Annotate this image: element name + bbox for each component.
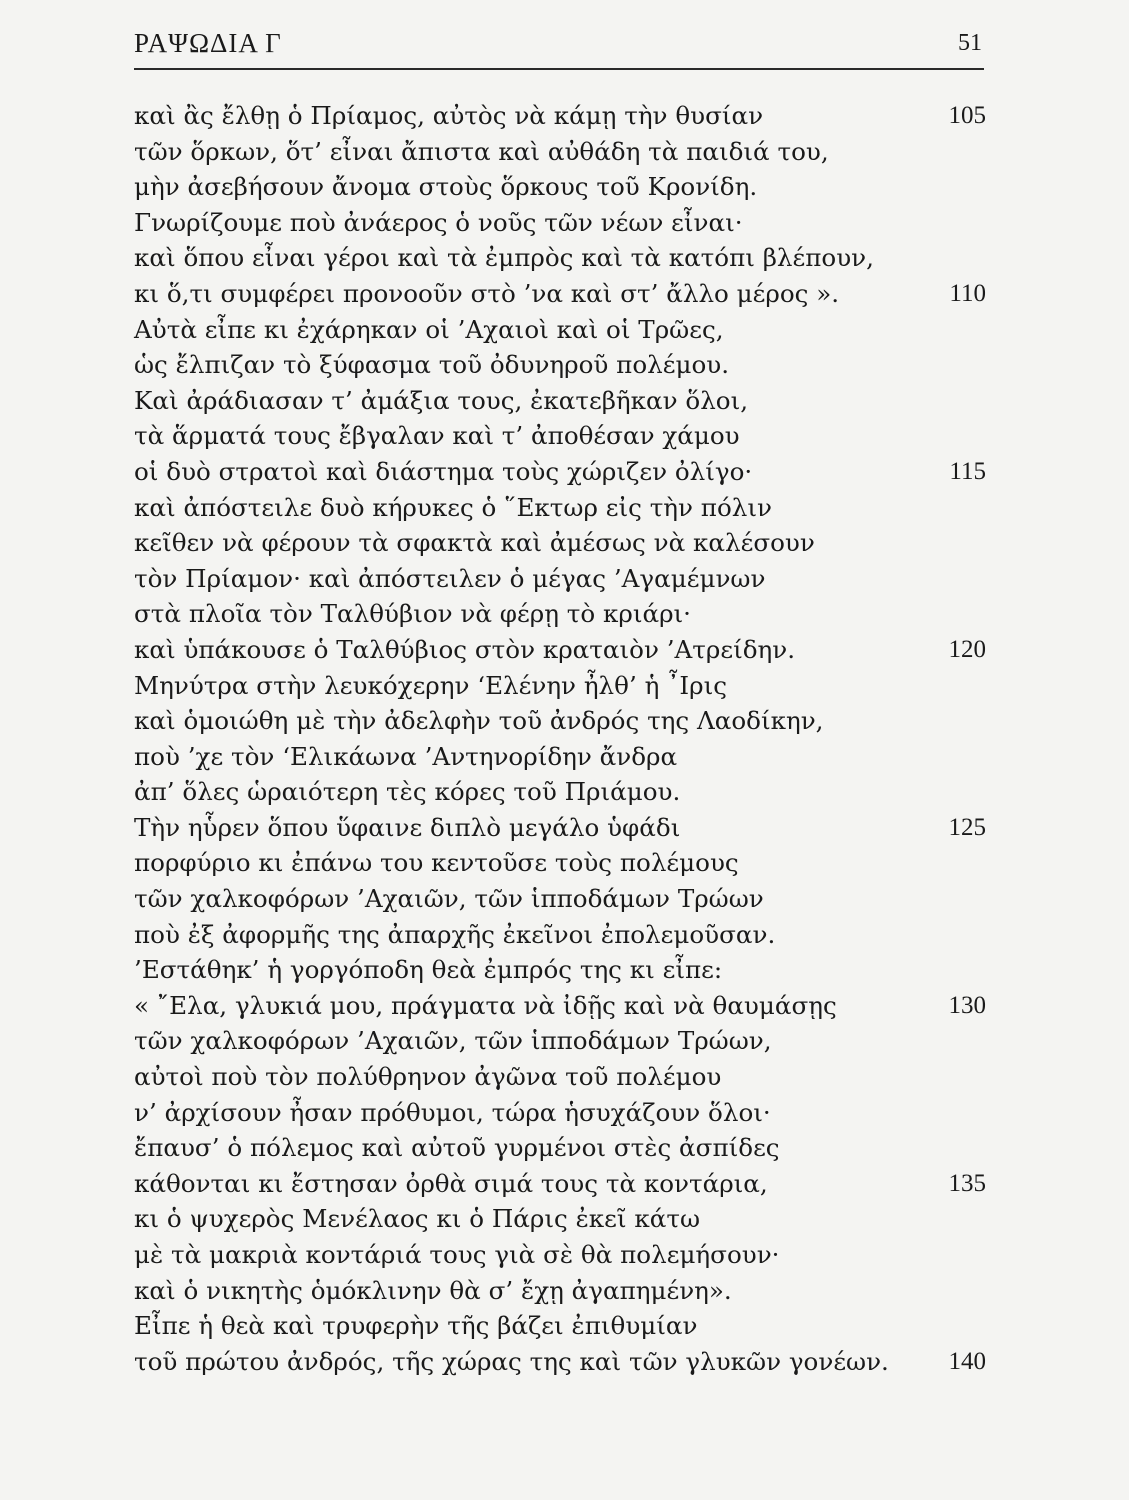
- verse-text: τὸν Πρίαμον· καὶ ἀπόστειλεν ὁ μέγας ’Αγαμέμνων: [134, 563, 766, 593]
- verse-line: [134, 561, 984, 597]
- verse-text: πορφύριο κι ἐπάνω του κεντοῦσε τοὺς πολέμους: [134, 848, 739, 878]
- verse-text: μὴν ἀσεβήσουν ἄνομα στοὺς ὅρκους τοῦ Κρονίδη.: [134, 172, 758, 202]
- verse-text: καὶ ὑπάκουσε ὁ Ταλθύβιος στὸν κραταιὸν ’Ατρείδην.: [134, 634, 796, 664]
- verse-text: τῶν χαλκοφόρων ’Αχαιῶν, τῶν ἱπποδάμων Τρώων: [134, 884, 764, 914]
- verse-line: [134, 774, 984, 810]
- verse-text: κεῖθεν νὰ φέρουν τὰ σφακτὰ καὶ ἀμέσως νὰ καλέσουν: [134, 528, 815, 558]
- line-number: 130: [948, 991, 986, 1019]
- verse-line: [134, 952, 984, 988]
- verse-text: καὶ ὅπου εἶναι γέροι καὶ τὰ ἐμπρὸς καὶ τὰ κατόπι βλέπουν,: [134, 243, 874, 273]
- verse-line: [134, 169, 984, 205]
- verse-line: [134, 1023, 984, 1059]
- verse-line: [134, 347, 984, 383]
- verse-line: [134, 276, 984, 312]
- verse-text: Εἶπε ἡ θεὰ καὶ τρυφερὴν τῆς βάζει ἐπιθυμίαν: [134, 1311, 698, 1341]
- verse-text: τοῦ πρώτου ἀνδρός, τῆς χώρας της καὶ τῶν γλυκῶν γονέων.: [134, 1346, 889, 1376]
- line-number: 115: [949, 457, 986, 485]
- verse-line: [134, 703, 984, 739]
- verse-line: [134, 1095, 984, 1131]
- verse-block: [134, 98, 984, 1379]
- verse-text: ἔπαυσ’ ὁ πόλεμος καὶ αὐτοῦ γυρμένοι στὲς ἀσπίδες: [134, 1133, 780, 1163]
- verse-text: ’Εστάθηκ’ ἡ γοργόποδη θεὰ ἐμπρός της κι εἶπε:: [134, 955, 723, 985]
- verse-line: [134, 1059, 984, 1095]
- verse-line: [134, 1130, 984, 1166]
- verse-text: καὶ ἀπόστειλε δυὸ κήρυκες ὁ ῞Εκτωρ εἰς τὴν πόλιν: [134, 492, 772, 522]
- verse-text: στὰ πλοῖα τὸν Ταλθύβιον νὰ φέρῃ τὸ κριάρι·: [134, 599, 691, 629]
- verse-text: κάθονται κι ἔστησαν ὀρθὰ σιμά τους τὰ κοντάρια,: [134, 1168, 768, 1198]
- verse-text: ἀπ’ ὅλες ὡραιότερη τὲς κόρες τοῦ Πριάμου.: [134, 777, 681, 807]
- verse-text: Μηνύτρα στὴν λευκόχερην ‘Ελένην ἦλθ’ ἡ ῏Ιρις: [134, 670, 728, 700]
- verse-line: [134, 1237, 984, 1273]
- verse-line: [134, 1344, 984, 1380]
- verse-text: καὶ ἂς ἔλθῃ ὁ Πρίαμος, αὐτὸς νὰ κάμῃ τὴν θυσίαν: [134, 101, 764, 130]
- verse-text: τῶν ὅρκων, ὅτ’ εἶναι ἄπιστα καὶ αὐθάδη τὰ παιδιά του,: [134, 136, 829, 166]
- verse-text: αὐτοὶ ποὺ τὸν πολύθρηνον ἀγῶνα τοῦ πολέμου: [134, 1062, 722, 1092]
- verse-line: [134, 383, 984, 419]
- verse-text: κι ὅ,τι συμφέρει προνοοῦν στὸ ’να καὶ στ’ ἄλλο μέρος ».: [134, 278, 840, 308]
- verse-line: [134, 988, 984, 1024]
- verse-line: [134, 98, 984, 134]
- verse-line: [134, 1201, 984, 1237]
- verse-line: [134, 1273, 984, 1309]
- verse-line: [134, 810, 984, 846]
- verse-text: ποὺ ’χε τὸν ‘Ελικάωνα ’Αντηνορίδην ἄνδρα: [134, 741, 678, 771]
- line-number: 125: [948, 813, 986, 841]
- verse-line: [134, 454, 984, 490]
- page-header: [134, 22, 984, 62]
- verse-text: Αὐτὰ εἶπε κι ἐχάρηκαν οἱ ’Αχαιοὶ καὶ οἱ Τρῶες,: [134, 314, 724, 344]
- page-number: 51: [958, 30, 982, 56]
- verse-text: Γνωρίζουμε ποὺ ἀνάερος ὁ νοῦς τῶν νέων εἶναι·: [134, 207, 743, 237]
- line-number: 120: [948, 635, 986, 663]
- verse-line: [134, 134, 984, 170]
- verse-text: Τὴν ηὗρεν ὅπου ὕφαινε διπλὸ μεγάλο ὑφάδι: [134, 812, 681, 842]
- line-number: 140: [948, 1347, 986, 1375]
- verse-line: [134, 490, 984, 526]
- verse-line: [134, 739, 984, 775]
- verse-line: [134, 1166, 984, 1202]
- verse-text: καὶ ὁ νικητὴς ὁμόκλινην θὰ σ’ ἔχῃ ἀγαπημένη».: [134, 1275, 732, 1305]
- verse-text: ν’ ἀρχίσουν ἦσαν πρόθυμοι, τώρα ἡσυχάζουν ὅλοι·: [134, 1097, 771, 1127]
- verse-text: τῶν χαλκοφόρων ’Αχαιῶν, τῶν ἱπποδάμων Τρώων,: [134, 1026, 772, 1056]
- verse-line: [134, 632, 984, 668]
- verse-text: Καὶ ἀράδιασαν τ’ ἀμάξια τους, ἐκατεβῆκαν ὅλοι,: [134, 385, 749, 415]
- verse-line: [134, 312, 984, 348]
- verse-text: ὡς ἔλπιζαν τὸ ξύφασμα τοῦ ὀδυνηροῦ πολέμου.: [134, 350, 730, 380]
- verse-line: [134, 240, 984, 276]
- verse-line: [134, 917, 984, 953]
- verse-text: καὶ ὁμοιώθη μὲ τὴν ἀδελφὴν τοῦ ἀνδρός της Λαοδίκην,: [134, 706, 824, 736]
- verse-line: [134, 418, 984, 454]
- verse-text: κι ὁ ψυχερὸς Μενέλαος κι ὁ Πάρις ἐκεῖ κάτω: [134, 1204, 701, 1234]
- verse-text: ποὺ ἐξ ἀφορμῆς της ἀπαρχῆς ἐκεῖνοι ἐπολεμοῦσαν.: [134, 919, 776, 949]
- verse-line: [134, 845, 984, 881]
- verse-line: [134, 596, 984, 632]
- verse-line: [134, 1308, 984, 1344]
- header-rule: [134, 68, 984, 70]
- verse-text: τὰ ἅρματά τους ἔβγαλαν καὶ τ’ ἀποθέσαν χάμου: [134, 421, 740, 451]
- verse-text: οἱ δυὸ στρατοὶ καὶ διάστημα τοὺς χώριζεν ὀλίγο·: [134, 456, 753, 486]
- verse-line: [134, 668, 984, 704]
- verse-line: [134, 525, 984, 561]
- running-head: ΡΑΨΩΔΙΑ Γ: [134, 28, 282, 58]
- line-number: 110: [949, 279, 986, 307]
- verse-text: « ῎Ελα, γλυκιά μου, πράγματα νὰ ἰδῇς καὶ νὰ θαυμάσῃς: [134, 990, 837, 1020]
- verse-line: [134, 881, 984, 917]
- verse-line: [134, 205, 984, 241]
- verse-text: μὲ τὰ μακριὰ κοντάριά τους γιὰ σὲ θὰ πολεμήσουν·: [134, 1240, 780, 1269]
- line-number: 135: [948, 1169, 986, 1197]
- line-number: 105: [948, 102, 986, 129]
